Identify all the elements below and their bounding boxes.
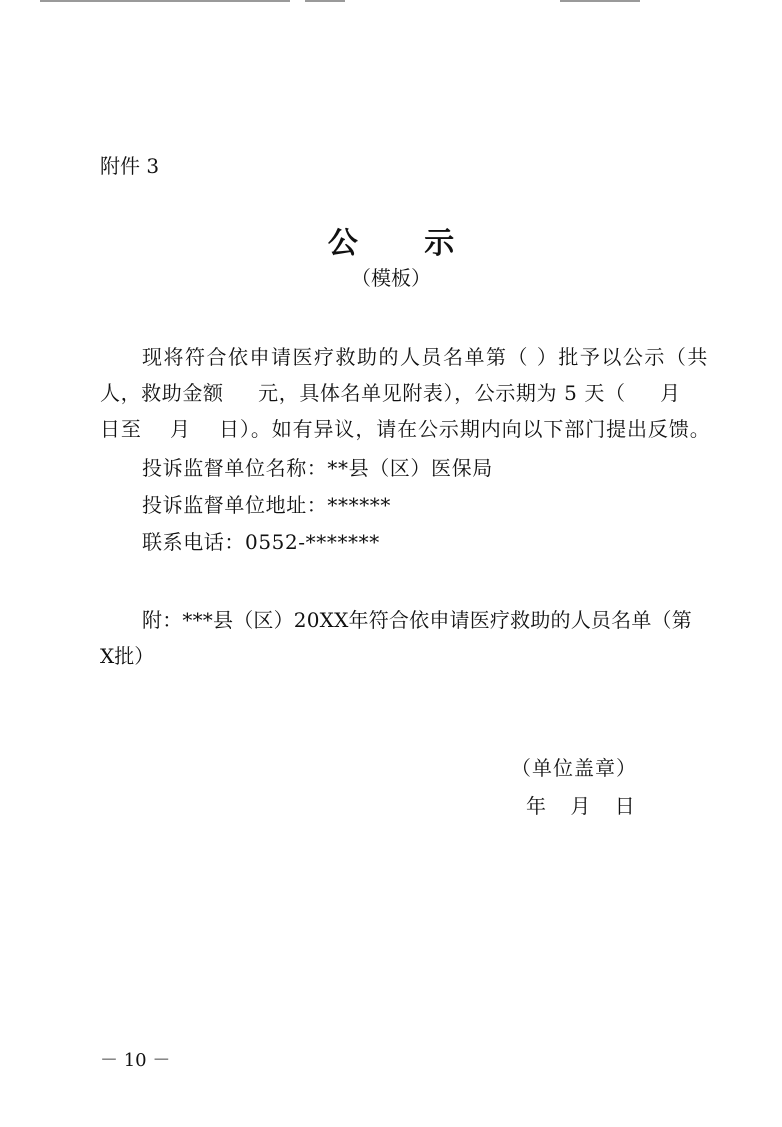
signature-date: 年 月 日 (526, 794, 635, 818)
body-paragraph-line: 现将符合依申请医疗救助的人员名单第（ ）批予以公示（共 (142, 345, 709, 369)
body-paragraph-line: 日至 月 日）。如有异议，请在公示期内向以下部门提出反馈。 (100, 417, 711, 441)
unit-stamp-label: （单位盖章） (511, 756, 637, 780)
contact-phone: 联系电话：0552-******* (142, 530, 380, 554)
complaint-unit-address: 投诉监督单位地址：****** (142, 493, 391, 517)
attachment-label: 附件 3 (100, 154, 160, 178)
scan-edge-artifact (0, 0, 782, 6)
document-title: 公 示 (327, 226, 483, 261)
page-number: － 10 － (100, 1050, 171, 1071)
complaint-unit-name: 投诉监督单位名称：**县（区）医保局 (142, 456, 493, 480)
document-subtitle: （模板） (351, 266, 431, 290)
appendix-line: X批） (100, 644, 155, 668)
body-paragraph-line: 人，救助金额 元，具体名单见附表），公示期为 5 天（ 月 (100, 381, 681, 405)
appendix-line: 附：***县（区）20XX年符合依申请医疗救助的人员名单（第 (142, 608, 692, 632)
